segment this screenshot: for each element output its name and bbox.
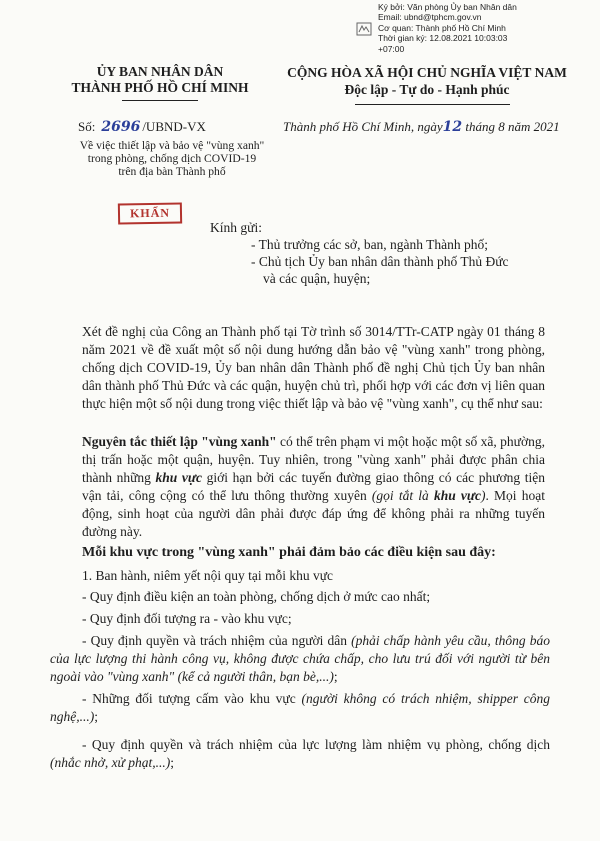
subject-line-1: Về việc thiết lập và bảo vệ "vùng xanh" (79, 139, 265, 152)
place-date (283, 119, 560, 135)
signature-email: Email: ubnd@tphcm.gov.vn (378, 12, 482, 23)
subject-line-3: trên địa bàn Thành phố (118, 165, 226, 179)
item-4-end: ; (333, 669, 338, 684)
recipient-1: - Thủ trưởng các sở, ban, ngành Thành phố; (251, 237, 489, 252)
item-5-text: - Những đối tượng cấm vào khu vực (82, 691, 302, 706)
item-4-text: - Quy định quyền và trách nhiệm của người dân (82, 633, 352, 648)
principle-text-a: có thể trên phạm vi một hoặc một số xã, phường, thị trấn hoặc một quận, huyện. Tuy nhiên, trong "vùng xanh" phải được phân chia thành những (82, 434, 545, 485)
item-5-end: ; (94, 709, 99, 724)
document-number (78, 119, 206, 135)
item-6 (50, 736, 550, 772)
recipient-3: và các quận, huyện; (263, 271, 371, 286)
principle-khu-vuc-2: khu vực (433, 488, 481, 503)
item-4 (50, 632, 550, 686)
principle-khu-vuc: khu vực (155, 470, 203, 485)
principle-aside-a: (gọi tắt là (371, 488, 434, 503)
agency-line-2: THÀNH PHỐ HỒ CHÍ MINH (71, 80, 249, 95)
document-subject (58, 139, 286, 179)
conditions-heading: Mỗi khu vực trong "vùng xanh" phải đảm bảo các điều kiện sau đây: (82, 545, 496, 560)
item-5 (50, 690, 550, 726)
republic-name: CỘNG HÒA XÃ HỘI CHỦ NGHĨA VIỆT NAM (287, 65, 567, 80)
national-motto: Độc lập - Tự do - Hạnh phúc (344, 82, 510, 97)
number-handwritten: 2696 (101, 119, 141, 135)
signature-signer: Ký bởi: Văn phòng Ủy ban Nhân dân (378, 2, 517, 12)
national-title (262, 64, 592, 98)
digital-signature-block (378, 2, 593, 54)
issuing-agency (55, 64, 265, 96)
recipients-label: Kính gửi: (210, 220, 262, 235)
number-label: Số: (78, 119, 96, 134)
recipient-2: - Chủ tịch Ủy ban nhân dân thành phố Thủ Đức (251, 254, 509, 269)
item-6-aside: (nhắc nhở, xử phạt,...) (50, 755, 171, 770)
signature-timezone: +07:00 (378, 43, 405, 54)
principle-text-b: giới hạn bởi các tuyến đường giao thông có các phương tiện vận tải, công cộng có thể lưu thông thường xuyên (82, 470, 546, 503)
paragraph-principle (50, 433, 545, 541)
item-2: - Quy định điều kiện an toàn phòng, chống dịch ở mức cao nhất; (82, 589, 431, 604)
item-4-aside: (phải chấp hành yêu cầu, thông báo của lực lượng thi hành công vụ, không được chứa chấp, cho lưu trú đối với người từ bên ngoài vào "vùng xanh" (kể cả người thân, bạn bè,...) (50, 633, 551, 684)
item-1: 1. Ban hành, niêm yết nội quy tại mỗi khu vực (82, 568, 334, 583)
item-6-text: - Quy định quyền và trách nhiệm của lực lượng làm nhiệm vụ phòng, chống dịch (82, 737, 550, 752)
place-suffix: tháng 8 năm 2021 (465, 119, 560, 134)
motto-underline (355, 104, 510, 105)
urgent-stamp: KHẨN (118, 202, 182, 224)
paragraph-intro (50, 323, 545, 413)
agency-underline (122, 100, 198, 101)
principle-lead: Nguyên tắc thiết lập "vùng xanh" (82, 434, 277, 449)
principle-text-c: . Mọi hoạt động, sinh hoạt của người dân phải được đáp ứng để không phải ra những tuyến đường này. (82, 488, 545, 539)
subject-line-2: trong phòng, chống dịch COVID-19 (87, 152, 257, 166)
agency-line-1: ỦY BAN NHÂN DÂN (96, 64, 224, 79)
principle-aside-b: ) (481, 488, 486, 503)
signature-seal-icon (356, 22, 372, 36)
day-handwritten: 12 (442, 119, 463, 135)
number-code: /UBND-VX (142, 119, 206, 134)
item-5-aside: (người không có trách nhiệm, shipper công nghệ,...) (50, 691, 551, 724)
item-6-end: ; (170, 755, 175, 770)
intro-text: Xét đề nghị của Công an Thành phố tại Tờ trình số 3014/TTr-CATP ngày 01 tháng 8 năm 2021 về đề xuất một số nội dung hướng dẫn bảo vệ "vùng xanh" trong phòng, chống dịch COVID-19, Ủy ban nhân dân Thành phố đề nghị Chủ tịch Ủy ban nhân dân thành phố Thủ Đức và các quận, huyện chủ trì, phối hợp với các đơn vị liên quan thực hiện một số nội dung trong việc thiết lập và bảo vệ "vùng xanh", cụ thể như sau: (82, 324, 545, 411)
signature-time: Thời gian ký: 12.08.2021 10:03:03 (378, 33, 508, 44)
place-prefix: Thành phố Hồ Chí Minh, ngày (283, 119, 443, 134)
item-3: - Quy định đối tượng ra - vào khu vực; (82, 611, 292, 626)
signature-org: Cơ quan: Thành phố Hồ Chí Minh (378, 22, 506, 33)
